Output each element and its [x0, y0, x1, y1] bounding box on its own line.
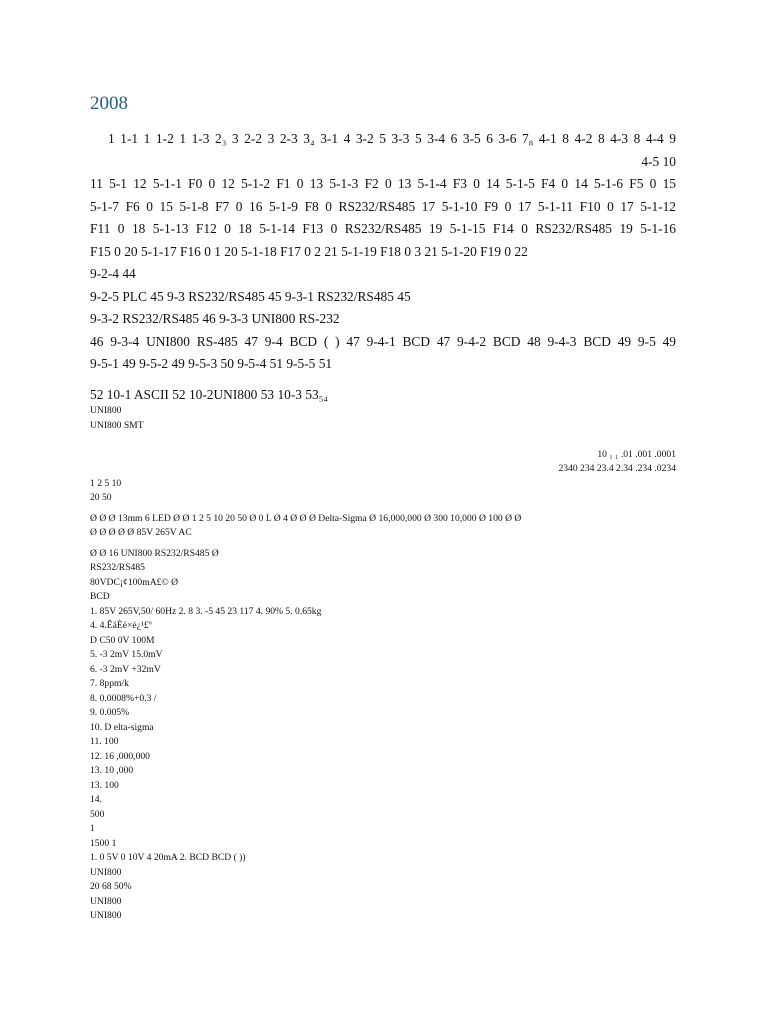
- body-text-line: 9. 0.005%: [90, 707, 130, 718]
- toc-line: F15 0 20 5-1-17 F16 0 1 20 5-1-18 F17 0 2 21 5-1-19 F18 0 3 21 5-1-20 F19 0 22: [90, 243, 528, 259]
- body-text-line: 4. 4.ÊäÈë×è¿¹£º: [90, 620, 152, 631]
- body-text-line: UNI800: [90, 910, 122, 921]
- body-text-line: UNI800 SMT: [90, 419, 144, 431]
- body-text-line: 10. D elta-sigma: [90, 721, 154, 733]
- toc-line: 11 5-1 12 5-1-1 F0 0 12 5-1-2 F1 0 13 5-1-3 F2 0 13 5-1-4 F3 0 14 5-1-5 F4 0 14 5-1-6 F5 0 15: [90, 176, 676, 191]
- toc-line: 9-5-1 49 9-5-2 49 9-5-3 50 9-5-4 51 9-5-5 51: [90, 356, 333, 371]
- toc-line: 9-3-2 RS232/RS485 46 9-3-3 UNI800 RS-232: [90, 311, 340, 326]
- body-text-line: D C50 0V 100M: [90, 634, 155, 646]
- body-text-line: 2340 234 23.4 2.34 .234 .0234: [558, 463, 676, 474]
- toc-line: 52 10-1 ASCII 52 10-2UNI800 53 10-3 53₅₄: [90, 386, 329, 402]
- body-text-line: 20 50: [90, 492, 112, 503]
- toc-line: 1 1-1 1 1-2 1 1-3 2₃ 3 2-2 3 2-3 3₄ 3-1 4 3-2 5 3-3 5 3-4 6 3-5 6 3-6 7₈ 4-1 8 4-2 8 4-3 8 4-4 9: [108, 131, 676, 146]
- body-text-line: 1: [90, 823, 95, 834]
- body-text-line: 8. 0.0008%+0.3 /: [90, 692, 157, 704]
- body-text-line: 5. -3 2mV 15.0mV: [90, 649, 163, 660]
- toc-line: F11 0 18 5-1-13 F12 0 18 5-1-14 F13 0 RS232/RS485 19 5-1-15 F14 0 RS232/RS485 19 5-1-16: [90, 221, 676, 236]
- document-year-heading: 2008: [90, 93, 128, 114]
- toc-line: 4-5 10: [641, 153, 676, 169]
- body-text-line: 13. 10 ,000: [90, 765, 134, 776]
- body-text-line: 11. 100: [90, 736, 119, 747]
- body-text-line: 12. 16 ,000,000: [90, 750, 150, 762]
- body-text-line: 6. -3 2mV +32mV: [90, 663, 161, 675]
- body-text-line: UNI800: [90, 866, 122, 878]
- toc-line: 9-2-5 PLC 45 9-3 RS232/RS485 45 9-3-1 RS232/RS485 45: [90, 288, 411, 304]
- body-text-line: BCD: [90, 591, 110, 602]
- body-text-line: 13. 100: [90, 779, 119, 791]
- document-body-text: [90, 404, 676, 924]
- toc-line: 5-1-7 F6 0 15 5-1-8 F7 0 16 5-1-9 F8 0 RS232/RS485 17 5-1-10 F9 0 17 5-1-11 F10 0 17 5-1-12: [90, 198, 676, 214]
- body-text-line: [90, 433, 676, 448]
- body-text-line: UNI800: [90, 895, 122, 907]
- body-text-line: 500: [90, 808, 105, 820]
- body-text-line: 10 ₁ ₁ .01 .001 .0001: [597, 448, 676, 460]
- body-text-line: 7. 8ppm/k: [90, 678, 129, 689]
- body-text-line: RS232/RS485: [90, 562, 145, 573]
- body-text-line: Ø Ø 16 UNI800 RS232/RS485 Ø: [90, 547, 219, 559]
- body-text-line: 80VDC¡¢100mA£© Ø: [90, 576, 179, 588]
- body-text-line: 1500 1: [90, 837, 117, 849]
- table-of-contents: [90, 128, 676, 406]
- body-text-line: 14.: [90, 794, 102, 805]
- toc-line: 46 9-3-4 UNI800 RS-485 47 9-4 BCD ( ) 47 9-4-1 BCD 47 9-4-2 BCD 48 9-4-3 BCD 49 9-5 49: [90, 333, 676, 349]
- body-text-line: 20 68 50%: [90, 881, 132, 892]
- body-text-line: 1 2 5 10: [90, 477, 122, 489]
- body-text-line: Ø Ø Ø Ø Ø 85V 265V AC: [90, 527, 192, 538]
- toc-line: 9-2-4 44: [90, 266, 136, 281]
- body-text-line: Ø Ø Ø 13mm 6 LED Ø Ø 1 2 5 10 20 50 Ø 0 L Ø 4 Ø Ø Ø Delta-Sigma Ø 16,000,000 Ø 300 10,000 Ø 100 Ø Ø: [90, 512, 522, 524]
- body-text-line: 1. 85V 265V,50/ 60Hz 2. 8 3. -5 45 23 117 4. 90% 5. 0.65kg: [90, 605, 322, 617]
- body-text-line: UNI800: [90, 405, 122, 416]
- body-text-line: 1. 0 5V 0 10V 4 20mA 2. BCD BCD ( )): [90, 852, 246, 863]
